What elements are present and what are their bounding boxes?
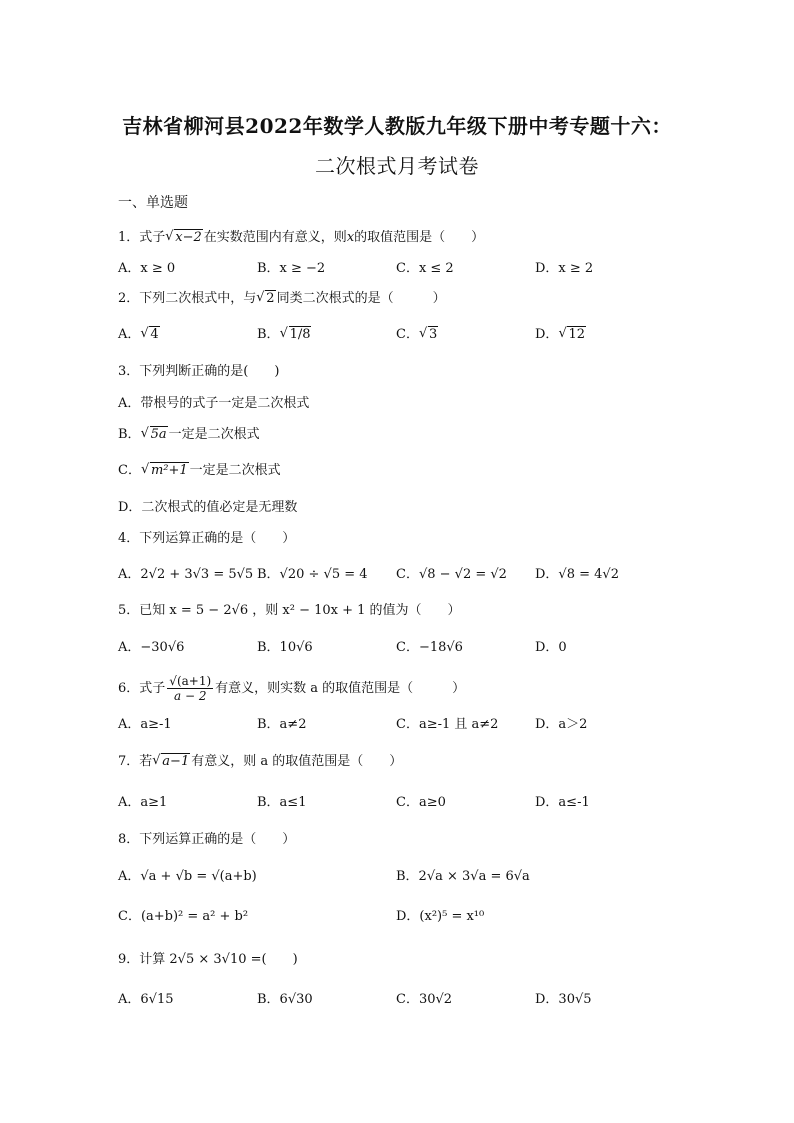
question-3: [118, 363, 279, 381]
option-a: A．2√2 + 3√3 = 5√5: [118, 567, 254, 582]
option-d: D．二次根式的值必定是无理数: [118, 500, 298, 515]
option-label: B．: [257, 327, 280, 342]
option-d: D．0: [535, 640, 567, 655]
radical: [280, 326, 312, 344]
option-c: C．a≥0: [396, 795, 446, 810]
question-text: 式子: [139, 230, 166, 245]
question-number: 8．: [118, 832, 140, 847]
option-c: C．−18√6: [396, 640, 463, 655]
page-title: 吉林省柳河县2022年数学人教版九年级下册中考专题十六：: [122, 114, 672, 138]
option-c: C．(a+b)² = a² + b²: [118, 909, 249, 924]
radicand: 12: [568, 327, 585, 342]
option-label: C．: [396, 327, 419, 342]
radical: [165, 229, 203, 247]
option-label: D．: [535, 327, 559, 342]
option-a: A．a≥1: [118, 795, 168, 810]
question-4: [118, 530, 295, 548]
radical: [419, 326, 438, 344]
radical: [152, 753, 190, 771]
question-text: 有意义，则 a 的取值范围是（ ）: [191, 754, 403, 769]
question-9: [118, 951, 298, 969]
question-text: 同类二次根式的是（ ）: [276, 291, 446, 306]
question-text: 计算 2√5 × 3√10 =( ): [139, 952, 298, 967]
option-c: [118, 462, 281, 480]
denominator: a − 2: [173, 689, 207, 703]
question-text: 已知 x = 5 − 2√6 ，则 x² − 10x + 1 的值为（ ）: [139, 603, 461, 618]
question-text: 的取值范围是（ ）: [354, 230, 485, 245]
radical: [256, 290, 275, 308]
radicand: a−1: [162, 754, 190, 769]
question-2: [118, 290, 446, 308]
option-d: D．x ≥ 2: [535, 261, 594, 276]
question-text: 式子: [139, 681, 166, 696]
question-text: 有意义，则实数 a 的取值范围是（ ）: [215, 681, 466, 696]
option-b: [257, 326, 312, 344]
option-b: B．10√6: [257, 640, 313, 655]
question-7: [118, 753, 402, 771]
option-a: A．6√15: [118, 992, 174, 1007]
question-number: 4．: [118, 531, 140, 546]
question-text: 下列二次根式中，与: [139, 291, 257, 306]
question-number: 9．: [118, 952, 140, 967]
option-c: C．x ≤ 2: [396, 261, 454, 276]
question-text: 在实数范围内有意义，则: [203, 230, 347, 245]
option-c: C．√8 − √2 = √2: [396, 567, 507, 582]
option-a: A．x ≥ 0: [118, 261, 176, 276]
question-text: 下列运算正确的是（ ）: [139, 832, 296, 847]
option-b: B．2√a × 3√a = 6√a: [396, 869, 530, 884]
radicand: 5a: [150, 427, 167, 442]
question-5: [118, 602, 461, 620]
page-subtitle: 二次根式月考试卷: [315, 154, 479, 178]
option-d: D．a≤-1: [535, 795, 590, 810]
option-d: D．√8 = 4√2: [535, 567, 619, 582]
question-text: 若: [139, 754, 153, 769]
option-a: A．带根号的式子一定是二次根式: [118, 396, 310, 411]
variable: x: [346, 230, 355, 245]
question-6: [118, 672, 465, 706]
radical: [558, 326, 586, 344]
question-1: [118, 229, 484, 247]
radicand: x−2: [175, 230, 202, 245]
question-number: 3．: [118, 364, 140, 379]
radicand: 2: [266, 291, 275, 306]
option-b: B．6√30: [257, 992, 313, 1007]
question-text: 下列运算正确的是（ ）: [139, 531, 296, 546]
question-number: 7．: [118, 754, 140, 769]
option-label: C．: [118, 463, 141, 478]
question-8: [118, 831, 295, 849]
option-d: D．a＞2: [535, 717, 588, 732]
option-a: [118, 326, 161, 344]
option-label: B．: [118, 427, 141, 442]
option-d: D．(x²)⁵ = x¹⁰: [396, 909, 485, 924]
radicand: 1/8: [289, 327, 311, 342]
option-b: B．a≤1: [257, 795, 307, 810]
question-number: 1．: [118, 230, 140, 245]
radical: [140, 326, 159, 344]
option-d: D．30√5: [535, 992, 592, 1007]
option-d: [535, 326, 587, 344]
numerator: √(a+1): [169, 674, 212, 688]
option-b: B．x ≥ −2: [257, 261, 326, 276]
question-text: 下列判断正确的是( ): [139, 364, 280, 379]
option-text: 一定是二次根式: [189, 463, 281, 478]
radicand: m²+1: [150, 463, 188, 478]
question-number: 6．: [118, 681, 140, 696]
option-text: 一定是二次根式: [168, 427, 260, 442]
question-number: 5．: [118, 603, 140, 618]
option-b: B．√20 ÷ √5 = 4: [257, 567, 368, 582]
radical: [141, 426, 168, 444]
fraction: [167, 674, 213, 703]
option-a: A．−30√6: [118, 640, 185, 655]
option-a: A．√a + √b = √(a+b): [118, 869, 257, 884]
option-b: [118, 426, 260, 444]
radicand: 4: [150, 327, 159, 342]
option-a: A．a≥-1: [118, 717, 172, 732]
radical: [141, 462, 189, 480]
option-label: A．: [118, 327, 141, 342]
option-c: [396, 326, 439, 344]
section-heading: 一、单选题: [118, 195, 188, 211]
radicand: 3: [428, 327, 438, 342]
question-number: 2．: [118, 291, 140, 306]
option-b: B．a≠2: [257, 717, 307, 732]
option-c: C．30√2: [396, 992, 453, 1007]
option-c: C．a≥-1 且 a≠2: [396, 717, 499, 732]
